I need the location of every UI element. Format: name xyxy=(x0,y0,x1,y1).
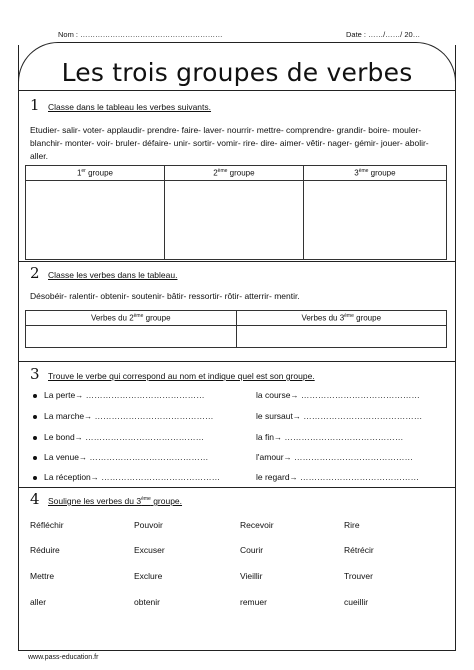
bullet xyxy=(33,415,37,419)
noun-text: La venue xyxy=(44,452,79,462)
verb-item[interactable]: remuer xyxy=(240,597,267,607)
noun-left-5 xyxy=(44,472,220,482)
answer-dots[interactable]: …………………………………… xyxy=(303,411,423,421)
title-divider xyxy=(18,90,456,91)
section-1-table xyxy=(25,165,447,260)
arrow-icon: → xyxy=(74,433,83,442)
name-field xyxy=(58,30,223,39)
verb-item[interactable]: Excuser xyxy=(134,545,165,555)
date-field: Date : ……/……/ 20… xyxy=(346,30,421,39)
arrow-icon: → xyxy=(283,453,292,462)
arrow-icon: → xyxy=(78,453,87,462)
section-4-heading xyxy=(30,490,182,509)
bullet xyxy=(33,436,37,440)
noun-text: Le bond xyxy=(44,432,75,442)
arrow-icon: → xyxy=(290,391,299,400)
arrow-icon: → xyxy=(289,473,298,482)
footer-url[interactable]: www.pass-education.fr xyxy=(28,654,99,661)
noun-right-3 xyxy=(256,432,403,442)
section-1-heading xyxy=(30,96,211,115)
answer-dots[interactable]: …………………………………… xyxy=(85,432,205,442)
bullet xyxy=(33,394,37,398)
noun-text: le regard xyxy=(256,472,290,482)
answer-dots[interactable]: …………………………………… xyxy=(284,432,404,442)
arrow-icon: → xyxy=(84,412,93,421)
section-2-divider xyxy=(18,361,456,362)
noun-text: La perte xyxy=(44,390,76,400)
verb-item[interactable]: Mettre xyxy=(30,571,55,581)
verb-item[interactable]: Rétrécir xyxy=(344,545,374,555)
answer-cell-2[interactable] xyxy=(164,180,303,259)
noun-right-2 xyxy=(256,411,422,421)
noun-left-1 xyxy=(44,390,205,400)
col-verbes-3eme: Verbes du 3ème groupe xyxy=(236,311,447,326)
answer-cell-3[interactable] xyxy=(303,180,446,259)
col-3eme-groupe: 3ème groupe xyxy=(303,166,446,181)
arrow-icon: → xyxy=(90,473,99,482)
noun-right-5 xyxy=(256,472,419,482)
answer-dots[interactable]: …………………………………… xyxy=(101,472,221,482)
col-2eme-groupe: 2ème groupe xyxy=(164,166,303,181)
section-1-verb-list: Etudier- salir- voter- applaudir- prendre- faire- laver- nourrir- mettre- comprendre- grandir- boire- mouler- blanchir- monter- voir- bruler- défaire- unir- sortir- vomir- rire- dire- aimer- vêtir- nager- gémir- jouer- abolir- aller. xyxy=(30,125,429,161)
verb-item[interactable]: Courir xyxy=(240,545,264,555)
name-line: ………………………………………………… xyxy=(80,30,223,39)
answer-dots[interactable]: …………………………………… xyxy=(299,472,419,482)
section-2-heading xyxy=(30,264,177,283)
arrow-icon: → xyxy=(75,391,84,400)
answer-dots[interactable]: …………………………………… xyxy=(85,390,205,400)
verb-item[interactable]: Vieillir xyxy=(240,571,263,581)
page-title: Les trois groupes de verbes xyxy=(61,58,413,87)
verb-item[interactable]: Réfléchir xyxy=(30,520,64,530)
section-1-number: 1 xyxy=(30,96,40,114)
answer-dots[interactable]: …………………………………… xyxy=(300,390,420,400)
noun-text: le sursaut xyxy=(256,411,293,421)
section-2-question: Classe les verbes dans le tableau. xyxy=(48,270,178,280)
noun-left-4 xyxy=(44,452,208,462)
answer-cell-1[interactable] xyxy=(26,180,165,259)
section-1-question: Classe dans le tableau les verbes suivants. xyxy=(48,102,212,112)
arrow-icon: → xyxy=(292,412,301,421)
verb-item[interactable]: Réduire xyxy=(30,545,60,555)
verb-item[interactable]: cueillir xyxy=(344,597,369,607)
verb-item[interactable]: Recevoir xyxy=(240,520,274,530)
noun-text: La marche xyxy=(44,411,85,421)
name-label: Nom : xyxy=(58,30,81,39)
answer-cell-2eme[interactable] xyxy=(26,325,237,347)
answer-dots[interactable]: …………………………………… xyxy=(89,452,209,462)
noun-left-3 xyxy=(44,432,204,442)
section-3-question: Trouve le verbe qui correspond au nom et indique quel est son groupe. xyxy=(48,371,315,381)
bullet xyxy=(33,456,37,460)
verb-item[interactable]: Pouvoir xyxy=(134,520,163,530)
verb-item[interactable]: obtenir xyxy=(134,597,160,607)
answer-dots[interactable]: …………………………………… xyxy=(94,411,214,421)
noun-left-2 xyxy=(44,411,214,421)
col-verbes-2eme: Verbes du 2ème groupe xyxy=(26,311,237,326)
noun-text: l'amour xyxy=(256,452,284,462)
verb-item[interactable]: Exclure xyxy=(134,571,163,581)
verb-item[interactable]: Trouver xyxy=(344,571,373,581)
verb-item[interactable]: aller xyxy=(30,597,47,607)
answer-cell-3eme[interactable] xyxy=(236,325,447,347)
noun-right-4 xyxy=(256,452,413,462)
section-3-number: 3 xyxy=(30,365,40,383)
section-4-question: Souligne les verbes du 3ème groupe. xyxy=(48,496,183,506)
noun-text: la fin xyxy=(256,432,274,442)
noun-text: la course xyxy=(256,390,291,400)
section-3-divider xyxy=(18,487,456,488)
section-4-number: 4 xyxy=(30,490,40,508)
section-2-number: 2 xyxy=(30,264,40,282)
verb-item[interactable]: Rire xyxy=(344,520,360,530)
arrow-icon: → xyxy=(273,433,282,442)
bullet xyxy=(33,476,37,480)
section-2-table xyxy=(25,310,447,348)
col-1er-groupe: 1er groupe xyxy=(26,166,165,181)
section-2-verb-list: Désobéir- ralentir- obtenir- soutenir- bâtir- ressortir- rôtir- atterrir- mentir. xyxy=(30,291,300,301)
noun-right-1 xyxy=(256,390,420,400)
noun-text: La réception xyxy=(44,472,91,482)
section-1-divider xyxy=(18,261,456,262)
answer-dots[interactable]: …………………………………… xyxy=(293,452,413,462)
section-3-heading xyxy=(30,365,315,384)
